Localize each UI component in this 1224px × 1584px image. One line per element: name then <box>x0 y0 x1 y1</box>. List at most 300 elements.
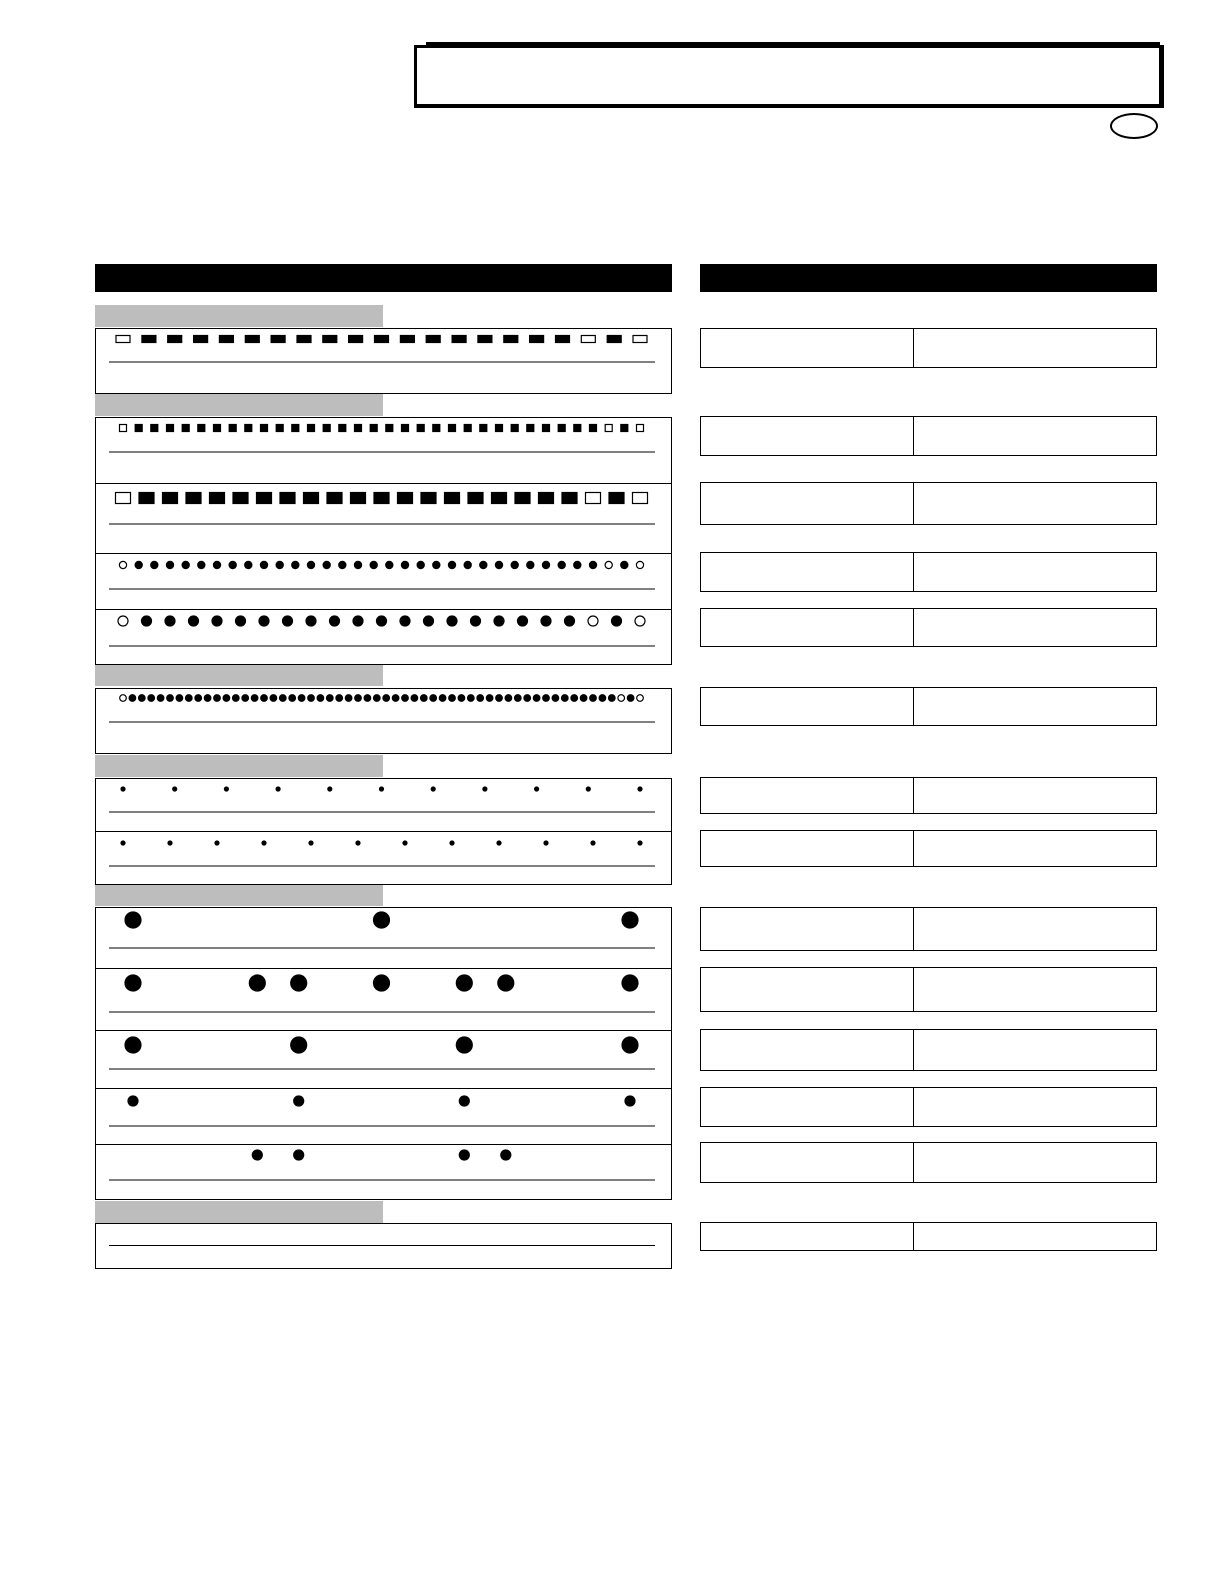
filled-bubble[interactable] <box>449 425 456 432</box>
filled-bubble[interactable] <box>609 493 624 504</box>
bubble-row-marks <box>95 1031 672 1088</box>
filled-bubble[interactable] <box>612 616 622 626</box>
filled-bubble[interactable] <box>167 425 174 432</box>
filled-bubble[interactable] <box>198 561 205 568</box>
answer-box[interactable] <box>700 608 1157 647</box>
filled-bubble[interactable] <box>292 561 299 568</box>
bubble-row-marks <box>95 417 672 483</box>
filled-bubble[interactable] <box>471 616 481 626</box>
filled-bubble[interactable] <box>354 561 361 568</box>
answer-box[interactable] <box>700 1222 1157 1251</box>
filled-bubble[interactable] <box>355 695 362 702</box>
filled-bubble[interactable] <box>638 841 642 845</box>
answer-box-value[interactable] <box>914 831 1156 866</box>
answer-box-value[interactable] <box>914 778 1156 813</box>
filled-bubble[interactable] <box>249 975 265 991</box>
bubble-row <box>95 483 672 553</box>
answer-box-value[interactable] <box>914 483 1156 524</box>
open-bubble[interactable] <box>119 561 126 568</box>
filled-bubble[interactable] <box>430 695 437 702</box>
open-bubble[interactable] <box>605 425 612 432</box>
filled-bubble[interactable] <box>182 425 189 432</box>
open-bubble[interactable] <box>633 336 647 343</box>
filled-bubble[interactable] <box>125 975 141 991</box>
answer-box-value[interactable] <box>914 417 1156 455</box>
filled-bubble[interactable] <box>245 336 259 343</box>
open-bubble[interactable] <box>581 336 595 343</box>
filled-bubble[interactable] <box>252 1150 262 1160</box>
answer-box-label <box>701 778 914 813</box>
filled-bubble[interactable] <box>291 1037 307 1053</box>
answer-box[interactable] <box>700 1087 1157 1127</box>
filled-bubble[interactable] <box>492 493 507 504</box>
form-badge <box>1110 113 1158 139</box>
answer-box[interactable] <box>700 328 1157 368</box>
bubble-row <box>95 907 672 968</box>
filled-bubble[interactable] <box>163 493 178 504</box>
filled-bubble[interactable] <box>189 616 199 626</box>
filled-bubble[interactable] <box>501 1150 511 1160</box>
filled-bubble[interactable] <box>464 561 471 568</box>
filled-bubble[interactable] <box>599 695 606 702</box>
filled-bubble[interactable] <box>392 695 399 702</box>
answer-box-value[interactable] <box>914 908 1156 950</box>
filled-bubble[interactable] <box>167 695 174 702</box>
filled-bubble[interactable] <box>505 695 512 702</box>
filled-bubble[interactable] <box>459 1150 469 1160</box>
filled-bubble[interactable] <box>447 616 457 626</box>
filled-bubble[interactable] <box>377 616 387 626</box>
filled-bubble[interactable] <box>494 616 504 626</box>
filled-bubble[interactable] <box>411 695 418 702</box>
filled-bubble[interactable] <box>215 841 219 845</box>
open-bubble[interactable] <box>633 493 648 504</box>
answer-box-value[interactable] <box>914 968 1156 1011</box>
filled-bubble[interactable] <box>224 787 228 791</box>
open-bubble[interactable] <box>118 616 128 626</box>
filled-bubble[interactable] <box>448 561 455 568</box>
filled-bubble[interactable] <box>574 425 581 432</box>
filled-bubble[interactable] <box>591 841 595 845</box>
filled-bubble[interactable] <box>478 336 492 343</box>
filled-bubble[interactable] <box>292 425 299 432</box>
filled-bubble[interactable] <box>261 695 268 702</box>
filled-bubble[interactable] <box>276 561 283 568</box>
open-bubble[interactable] <box>618 695 625 702</box>
answer-box-value[interactable] <box>914 1030 1156 1070</box>
filled-bubble[interactable] <box>486 695 493 702</box>
filled-bubble[interactable] <box>421 695 428 702</box>
filled-bubble[interactable] <box>242 695 249 702</box>
filled-bubble[interactable] <box>306 616 316 626</box>
filled-bubble[interactable] <box>307 561 314 568</box>
filled-bubble[interactable] <box>374 695 381 702</box>
filled-bubble[interactable] <box>291 975 307 991</box>
filled-bubble[interactable] <box>297 336 311 343</box>
group-tab-5 <box>95 884 383 906</box>
filled-bubble[interactable] <box>135 425 142 432</box>
filled-bubble[interactable] <box>421 493 436 504</box>
filled-bubble[interactable] <box>245 561 252 568</box>
answer-box-value[interactable] <box>914 1088 1156 1126</box>
answer-box-value[interactable] <box>914 1143 1156 1182</box>
left-column-header <box>95 264 672 292</box>
filled-bubble[interactable] <box>480 561 487 568</box>
filled-bubble[interactable] <box>370 561 377 568</box>
filled-bubble[interactable] <box>166 561 173 568</box>
filled-bubble[interactable] <box>283 616 293 626</box>
filled-bubble[interactable] <box>468 695 475 702</box>
filled-bubble[interactable] <box>556 336 570 343</box>
filled-bubble[interactable] <box>323 425 330 432</box>
filled-bubble[interactable] <box>552 695 559 702</box>
filled-bubble[interactable] <box>424 616 434 626</box>
filled-bubble[interactable] <box>355 425 362 432</box>
filled-bubble[interactable] <box>417 561 424 568</box>
filled-bubble[interactable] <box>304 493 319 504</box>
filled-bubble[interactable] <box>270 695 277 702</box>
filled-bubble[interactable] <box>280 493 295 504</box>
filled-bubble[interactable] <box>543 695 550 702</box>
filled-bubble[interactable] <box>182 561 189 568</box>
filled-bubble[interactable] <box>571 695 578 702</box>
filled-bubble[interactable] <box>139 493 154 504</box>
filled-bubble[interactable] <box>121 841 125 845</box>
bubble-row <box>95 1144 672 1200</box>
filled-bubble[interactable] <box>401 561 408 568</box>
filled-bubble[interactable] <box>271 336 285 343</box>
filled-bubble[interactable] <box>260 561 267 568</box>
filled-bubble[interactable] <box>383 695 390 702</box>
filled-bubble[interactable] <box>151 561 158 568</box>
filled-bubble[interactable] <box>386 425 393 432</box>
group-tab-1 <box>95 305 383 327</box>
filled-bubble[interactable] <box>417 425 424 432</box>
bubble-row <box>95 609 672 665</box>
filled-bubble[interactable] <box>294 1150 304 1160</box>
filled-bubble[interactable] <box>351 493 366 504</box>
answer-box-label <box>701 908 914 950</box>
filled-bubble[interactable] <box>402 425 409 432</box>
filled-bubble[interactable] <box>539 493 554 504</box>
filled-bubble[interactable] <box>125 912 141 928</box>
filled-bubble[interactable] <box>541 616 551 626</box>
filled-bubble[interactable] <box>400 616 410 626</box>
filled-bubble[interactable] <box>625 1096 635 1106</box>
answer-box-value[interactable] <box>914 609 1156 646</box>
answer-box-label <box>701 968 914 1011</box>
filled-bubble[interactable] <box>527 425 534 432</box>
filled-bubble[interactable] <box>212 616 222 626</box>
filled-bubble[interactable] <box>128 1096 138 1106</box>
answer-box[interactable] <box>700 830 1157 867</box>
filled-bubble[interactable] <box>195 695 202 702</box>
filled-bubble[interactable] <box>511 425 518 432</box>
filled-bubble[interactable] <box>622 1037 638 1053</box>
filled-bubble[interactable] <box>530 336 544 343</box>
filled-bubble[interactable] <box>349 336 363 343</box>
answer-box-value[interactable] <box>914 329 1156 367</box>
filled-bubble[interactable] <box>449 695 456 702</box>
filled-bubble[interactable] <box>142 336 156 343</box>
answer-box[interactable] <box>700 416 1157 456</box>
filled-bubble[interactable] <box>468 493 483 504</box>
filled-bubble[interactable] <box>622 975 638 991</box>
filled-bubble[interactable] <box>621 561 628 568</box>
filled-bubble[interactable] <box>173 787 177 791</box>
filled-bubble[interactable] <box>308 425 315 432</box>
filled-bubble[interactable] <box>121 787 125 791</box>
open-bubble[interactable] <box>120 695 127 702</box>
filled-bubble[interactable] <box>515 695 522 702</box>
filled-bubble[interactable] <box>125 1037 141 1053</box>
filled-bubble[interactable] <box>456 975 472 991</box>
filled-bubble[interactable] <box>426 336 440 343</box>
filled-bubble[interactable] <box>380 787 384 791</box>
filled-bubble[interactable] <box>386 561 393 568</box>
answer-box[interactable] <box>700 1029 1157 1071</box>
filled-bubble[interactable] <box>456 1037 472 1053</box>
filled-bubble[interactable] <box>558 425 565 432</box>
answer-box[interactable] <box>700 1142 1157 1183</box>
filled-bubble[interactable] <box>402 695 409 702</box>
filled-bubble[interactable] <box>562 695 569 702</box>
filled-bubble[interactable] <box>542 561 549 568</box>
filled-bubble[interactable] <box>328 787 332 791</box>
filled-bubble[interactable] <box>194 336 208 343</box>
open-bubble[interactable] <box>586 493 601 504</box>
filled-bubble[interactable] <box>213 561 220 568</box>
answer-box[interactable] <box>700 687 1157 726</box>
write-line[interactable] <box>109 1245 655 1246</box>
filled-bubble[interactable] <box>375 336 389 343</box>
filled-bubble[interactable] <box>245 425 252 432</box>
filled-bubble[interactable] <box>374 912 390 928</box>
filled-bubble[interactable] <box>251 695 258 702</box>
filled-bubble[interactable] <box>450 841 454 845</box>
filled-bubble[interactable] <box>336 695 343 702</box>
filled-bubble[interactable] <box>400 336 414 343</box>
filled-bubble[interactable] <box>289 695 296 702</box>
bubble-row-marks <box>95 1089 672 1144</box>
filled-bubble[interactable] <box>327 493 342 504</box>
filled-bubble[interactable] <box>459 1096 469 1106</box>
filled-bubble[interactable] <box>590 695 597 702</box>
filled-bubble[interactable] <box>370 425 377 432</box>
filled-bubble[interactable] <box>431 787 435 791</box>
filled-bubble[interactable] <box>511 561 518 568</box>
filled-bubble[interactable] <box>533 695 540 702</box>
filled-bubble[interactable] <box>214 425 221 432</box>
answer-box[interactable] <box>700 482 1157 525</box>
filled-bubble[interactable] <box>294 1096 304 1106</box>
filled-bubble[interactable] <box>308 695 315 702</box>
filled-bubble[interactable] <box>562 493 577 504</box>
filled-bubble[interactable] <box>198 425 205 432</box>
filled-bubble[interactable] <box>497 841 501 845</box>
bubble-row <box>95 553 672 609</box>
filled-bubble[interactable] <box>276 787 280 791</box>
filled-bubble[interactable] <box>139 695 146 702</box>
bubble-row-marks <box>95 832 672 885</box>
filled-bubble[interactable] <box>168 841 172 845</box>
filled-bubble[interactable] <box>403 841 407 845</box>
filled-bubble[interactable] <box>353 616 363 626</box>
filled-bubble[interactable] <box>458 695 465 702</box>
filled-bubble[interactable] <box>627 695 634 702</box>
filled-bubble[interactable] <box>374 975 390 991</box>
filled-bubble[interactable] <box>327 695 334 702</box>
filled-bubble[interactable] <box>524 695 531 702</box>
filled-bubble[interactable] <box>168 336 182 343</box>
filled-bubble[interactable] <box>622 912 638 928</box>
filled-bubble[interactable] <box>229 425 236 432</box>
bubble-row <box>95 968 672 1030</box>
bubble-row <box>95 1030 672 1088</box>
open-bubble[interactable] <box>120 425 127 432</box>
filled-bubble[interactable] <box>233 695 240 702</box>
filled-bubble[interactable] <box>323 561 330 568</box>
filled-bubble[interactable] <box>433 561 440 568</box>
filled-bubble[interactable] <box>607 336 621 343</box>
filled-bubble[interactable] <box>496 695 503 702</box>
open-bubble[interactable] <box>637 425 644 432</box>
filled-bubble[interactable] <box>544 841 548 845</box>
filled-bubble[interactable] <box>445 493 460 504</box>
open-bubble[interactable] <box>116 493 131 504</box>
answer-box-value[interactable] <box>914 688 1156 725</box>
filled-bubble[interactable] <box>374 493 389 504</box>
open-bubble[interactable] <box>605 561 612 568</box>
answer-box-label <box>701 1143 914 1182</box>
bubble-row-marks <box>95 554 672 609</box>
filled-bubble[interactable] <box>480 425 487 432</box>
filled-bubble[interactable] <box>452 336 466 343</box>
filled-bubble[interactable] <box>157 695 164 702</box>
filled-bubble[interactable] <box>398 493 413 504</box>
answer-box-label <box>701 329 914 367</box>
answer-box-label <box>701 609 914 646</box>
filled-bubble[interactable] <box>233 493 248 504</box>
filled-bubble[interactable] <box>236 616 246 626</box>
filled-bubble[interactable] <box>589 561 596 568</box>
filled-bubble[interactable] <box>339 561 346 568</box>
filled-bubble[interactable] <box>574 561 581 568</box>
filled-bubble[interactable] <box>214 695 221 702</box>
filled-bubble[interactable] <box>151 425 158 432</box>
filled-bubble[interactable] <box>261 425 268 432</box>
filled-bubble[interactable] <box>262 841 266 845</box>
filled-bubble[interactable] <box>580 695 587 702</box>
answer-box[interactable] <box>700 552 1157 592</box>
filled-bubble[interactable] <box>558 561 565 568</box>
open-bubble[interactable] <box>635 616 645 626</box>
filled-bubble[interactable] <box>477 695 484 702</box>
filled-bubble[interactable] <box>609 695 616 702</box>
filled-bubble[interactable] <box>323 336 337 343</box>
filled-bubble[interactable] <box>535 787 539 791</box>
filled-bubble[interactable] <box>621 425 628 432</box>
answer-box-value[interactable] <box>914 1223 1156 1250</box>
bubble-row <box>95 778 672 831</box>
filled-bubble[interactable] <box>298 695 305 702</box>
filled-bubble[interactable] <box>204 695 211 702</box>
filled-bubble[interactable] <box>586 787 590 791</box>
filled-bubble[interactable] <box>257 493 272 504</box>
answer-box[interactable] <box>700 967 1157 1012</box>
filled-bubble[interactable] <box>638 787 642 791</box>
filled-bubble[interactable] <box>135 561 142 568</box>
filled-bubble[interactable] <box>339 425 346 432</box>
filled-bubble[interactable] <box>504 336 518 343</box>
bubble-row-marks <box>95 610 672 665</box>
filled-bubble[interactable] <box>219 336 233 343</box>
open-bubble[interactable] <box>636 561 643 568</box>
filled-bubble[interactable] <box>496 425 503 432</box>
filled-bubble[interactable] <box>345 695 352 702</box>
filled-bubble[interactable] <box>229 561 236 568</box>
answer-box-value[interactable] <box>914 553 1156 591</box>
filled-bubble[interactable] <box>186 695 193 702</box>
filled-bubble[interactable] <box>364 695 371 702</box>
filled-bubble[interactable] <box>433 425 440 432</box>
bubble-row <box>95 328 672 394</box>
bubble-row-marks <box>95 1145 672 1200</box>
filled-bubble[interactable] <box>543 425 550 432</box>
filled-bubble[interactable] <box>527 561 534 568</box>
answer-box-label <box>701 688 914 725</box>
filled-bubble[interactable] <box>176 695 183 702</box>
filled-bubble[interactable] <box>280 695 287 702</box>
panel-group-6 <box>95 1223 672 1269</box>
bubble-row-marks <box>95 907 672 968</box>
filled-bubble[interactable] <box>276 425 283 432</box>
filled-bubble[interactable] <box>483 787 487 791</box>
bubble-row-marks <box>95 778 672 831</box>
filled-bubble[interactable] <box>464 425 471 432</box>
answer-box[interactable] <box>700 907 1157 951</box>
filled-bubble[interactable] <box>210 493 225 504</box>
filled-bubble[interactable] <box>259 616 269 626</box>
filled-bubble[interactable] <box>129 695 136 702</box>
filled-bubble[interactable] <box>186 493 201 504</box>
open-bubble[interactable] <box>116 336 130 343</box>
filled-bubble[interactable] <box>330 616 340 626</box>
open-bubble[interactable] <box>588 616 598 626</box>
bubble-row-marks <box>95 484 672 553</box>
filled-bubble[interactable] <box>223 695 230 702</box>
right-column-header <box>700 264 1157 292</box>
bubble-row <box>95 417 672 483</box>
answer-box[interactable] <box>700 777 1157 814</box>
bubble-row-marks <box>95 969 672 1030</box>
filled-bubble[interactable] <box>498 975 514 991</box>
filled-bubble[interactable] <box>439 695 446 702</box>
filled-bubble[interactable] <box>165 616 175 626</box>
filled-bubble[interactable] <box>356 841 360 845</box>
filled-bubble[interactable] <box>317 695 324 702</box>
filled-bubble[interactable] <box>309 841 313 845</box>
filled-bubble[interactable] <box>515 493 530 504</box>
filled-bubble[interactable] <box>142 616 152 626</box>
open-bubble[interactable] <box>637 695 644 702</box>
filled-bubble[interactable] <box>518 616 528 626</box>
filled-bubble[interactable] <box>565 616 575 626</box>
filled-bubble[interactable] <box>495 561 502 568</box>
filled-bubble[interactable] <box>148 695 155 702</box>
filled-bubble[interactable] <box>590 425 597 432</box>
bubble-row <box>95 688 672 754</box>
